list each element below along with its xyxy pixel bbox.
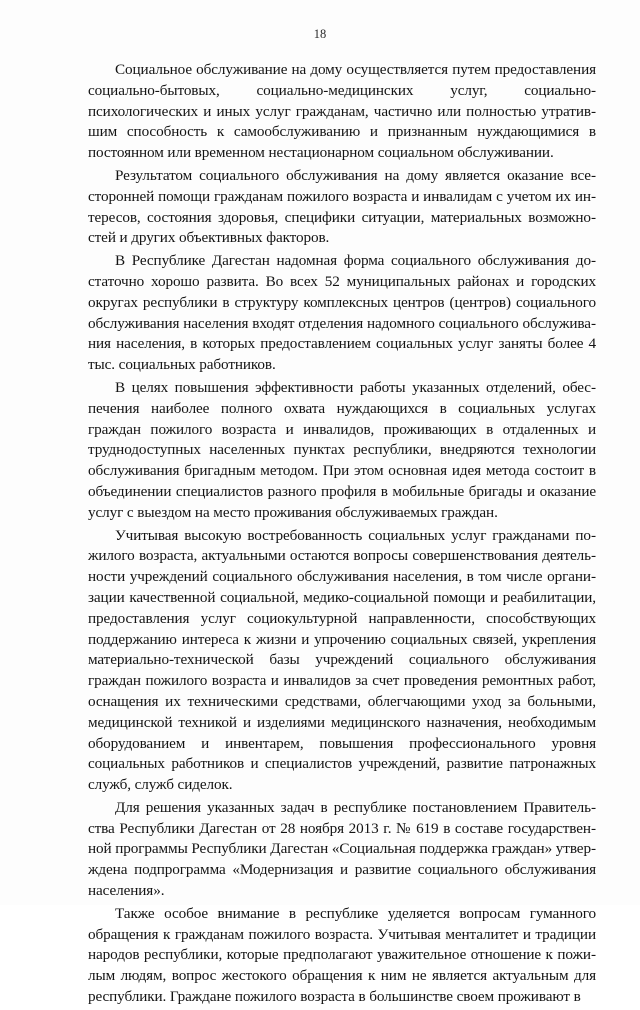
paragraph-government-program: Для решения указанных задач в республике постановлением Правительства Республики Дагестан от 28 ноября 2013 г. № 619 в составе государственной программы Республики Дагестан «Социальная поддержка граждан» утверждена подпрограмма «Модернизация и развитие социального обслуживания населения».	[88, 798, 596, 900]
document-body	[88, 60, 596, 1010]
paragraph-humane-treatment: Также особое внимание в республике уделяется вопросам гуманного обращения к гражданам пожилого возраста. Учитывая менталитет и традиции народов республики, которые предполагают уважительное отношение к пожилым людям, вопрос жестокого обращения к ним не является актуальным для республики. Граждане пожилого возраста в большинстве своем проживают в	[88, 904, 596, 1006]
paragraph-brigade-method: В целях повышения эффективности работы указанных отделений, обеспечения наиболее полного охвата нуждающихся в социальных услугах граждан пожилого возраста и инвалидов, проживающих в отдаленных и труднодоступных населенных пунктах республики, внедряются технологии обслуживания бригадным методом. При этом основная идея метода состоит в объединении специалистов разного профиля в мобильные бригады и оказание услуг с выездом на место проживания обслуживаемых граждан.	[88, 378, 596, 521]
paragraph-service-result: Результатом социального обслуживания на дому является оказание всесторонней помощи гражданам пожилого возраста и инвалидам с учетом их интересов, состояния здоровья, специфики ситуации, материальных возможностей и других объективных факторов.	[88, 166, 596, 247]
paragraph-home-services: Социальное обслуживание на дому осуществляется путем предоставления социально-бытовых, социально-медицинских услуг, социально-психологических и иных услуг гражданам, частично или полностью утратившим способность к самообслуживанию и признанным нуждающимися в постоянном или временном нестационарном социальном обслуживании.	[88, 61, 596, 162]
page-number: 18	[313, 27, 327, 41]
paragraph-service-improvement: Учитывая высокую востребованность социальных услуг гражданами пожилого возраста, актуальными остаются вопросы совершенствования деятельности учреждений социального обслуживания населения, в том числе организации качественной социальной, медико-социальной помощи и реабилитации, предоставления услуг социокультурной направленности, способствующих поддержанию интереса к жизни и упрочению социальных связей, укрепления материально-технической базы учреждений социального обслуживания граждан пожилого возраста и инвалидов за счет проведения ремонтных работ, оснащения их техническими средствами, облегчающими уход за больными, медицинской техникой и изделиями медицинского назначения, необходимым оборудованием и инвентарем, повышения профессионального уровня социальных работников и специалистов учреждений, развитие патронажных служб, служб сиделок.	[88, 526, 596, 794]
paragraph-dagestan-home-care: В Республике Дагестан надомная форма социального обслуживания достаточно хорошо развита. Во всех 52 муниципальных районах и городских округах республики в структуру комплексных центров (центров) социального обслуживания населения входят отделения надомного социального обслуживания населения, в которых предоставлением социальных услуг заняты более 4 тыс. социальных работников.	[88, 252, 596, 374]
